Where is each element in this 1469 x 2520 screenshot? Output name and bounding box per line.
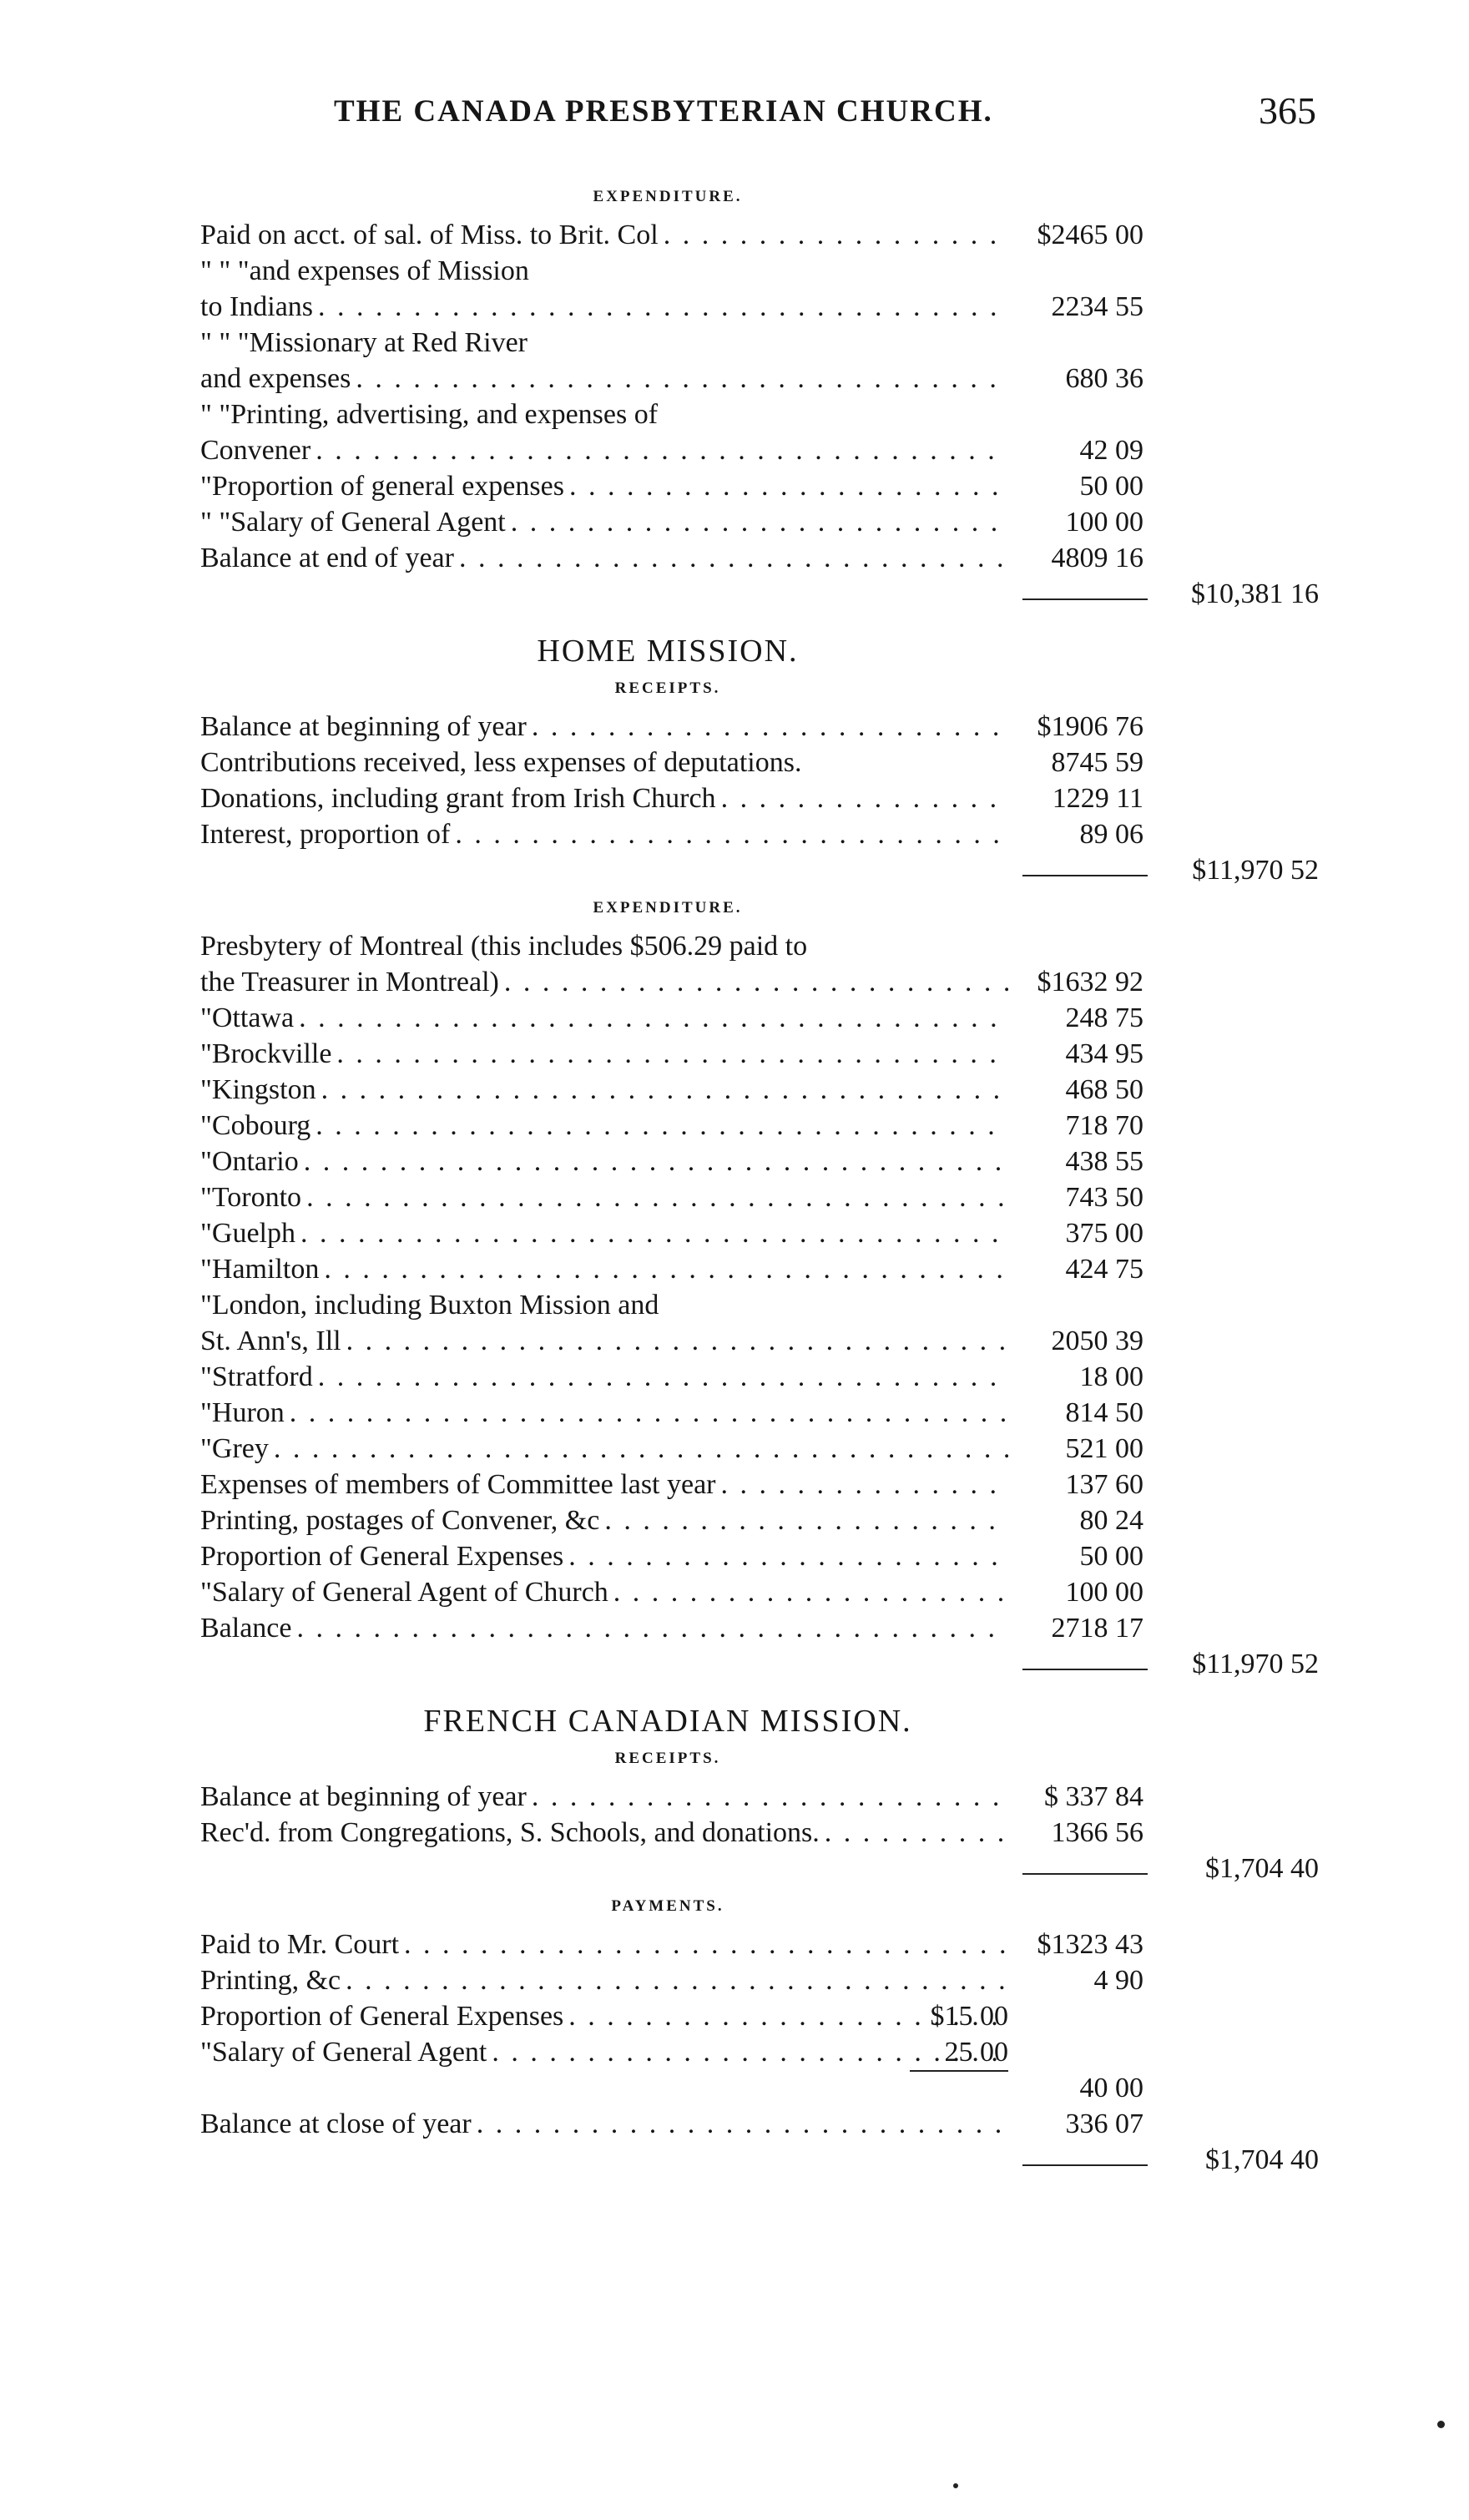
entry-text: Printing, advertising, and expenses of: [230, 399, 659, 430]
ledger-row: [200, 1781, 1319, 1817]
entry-label: [200, 1397, 1008, 1429]
entry-text: Huron: [211, 1397, 285, 1428]
ledger-row: [200, 2108, 1319, 2144]
amount: 468 50: [1065, 1074, 1143, 1105]
leader-dots: [820, 1817, 1008, 1849]
ink-speck: [953, 2483, 958, 2488]
ditto-mark: " " ": [200, 255, 250, 286]
ditto-mark: ": [200, 1433, 212, 1464]
amount: 434 95: [1065, 1038, 1143, 1069]
entry-text: the Treasurer in Montreal): [200, 967, 499, 997]
ledger-rows: [200, 220, 1319, 614]
entry-label: [200, 819, 1008, 851]
section-french-canadian-mission: [200, 1703, 1319, 1889]
entry-label: [200, 1254, 1008, 1285]
ditto-mark: ": [200, 2037, 212, 2068]
leader-dots: [608, 1577, 1008, 1608]
entry-label: [200, 1002, 1008, 1034]
amount: 1366 56: [1051, 1817, 1143, 1848]
entry-text: Grey: [211, 1433, 269, 1464]
ditto-mark: ": [200, 1182, 212, 1213]
ledger-rows: [200, 711, 1319, 891]
entry-label: [200, 747, 1008, 779]
entry-text: and expenses: [200, 363, 351, 394]
ledger-row: [200, 931, 1319, 967]
entry-text: Salary of General Agent: [230, 507, 506, 538]
ditto-mark: ": [200, 1254, 212, 1285]
ledger-row: [200, 1541, 1319, 1577]
ledger-row: [200, 220, 1319, 255]
leader-dots: [716, 1469, 1009, 1501]
entry-label: [200, 967, 1008, 998]
ledger-row: [200, 399, 1319, 435]
entry-text: Presbytery of Montreal (this includes $506.29 paid to: [200, 931, 808, 962]
entry-label: [200, 711, 1008, 743]
subheading-expenditure: EXPENDITURE.: [593, 899, 743, 917]
amount: 2718 17: [1051, 1613, 1143, 1644]
subheading-receipts: RECEIPTS.: [614, 1750, 721, 1767]
entry-text: Hamilton: [211, 1254, 320, 1285]
entry-label: [200, 1110, 1008, 1142]
leader-dots: [301, 1182, 1008, 1214]
entry-text: Rec'd. from Congregations, S. Schools, and donations.: [200, 1817, 820, 1848]
entry-label: [200, 543, 1008, 574]
ledger-row: [200, 255, 1319, 291]
leader-dots: [450, 819, 1008, 851]
amount: 18 00: [1079, 1361, 1143, 1392]
amount: 438 55: [1065, 1146, 1143, 1177]
ditto-mark: ": [200, 1110, 212, 1141]
entry-text: Balance: [200, 1613, 292, 1644]
entry-label: [200, 1469, 1008, 1501]
accounts-column: [200, 179, 1319, 2180]
entry-label: [200, 1965, 1008, 1997]
entry-text: Paid on acct. of sal. of Miss. to Brit. Col: [200, 220, 659, 250]
ledger-row: [200, 291, 1319, 327]
ledger-row: [200, 2144, 1319, 2180]
ledger-row: [200, 363, 1319, 399]
ledger-row: [200, 819, 1319, 855]
ledger-row: [200, 1218, 1319, 1254]
leader-dots: [506, 507, 1008, 538]
total-rule: [1022, 598, 1148, 600]
entry-label: [200, 1577, 1008, 1608]
ditto-mark: ": [200, 1002, 212, 1033]
leader-dots: [454, 543, 1008, 574]
entry-label: [200, 1038, 1008, 1070]
total-rule: [1022, 2164, 1148, 2166]
amount: $1323 43: [1037, 1929, 1143, 1960]
ditto-mark: ": [200, 1397, 212, 1428]
total-rule: [1022, 875, 1148, 876]
entry-text: Donations, including grant from Irish Church: [200, 783, 716, 814]
entry-text: Kingston: [211, 1074, 316, 1105]
entry-label: [200, 1290, 1008, 1321]
ledger-row: [200, 435, 1319, 471]
ledger-row: [200, 1929, 1319, 1965]
entry-text: Missionary at Red River: [249, 327, 528, 358]
ledger-row: [200, 1505, 1319, 1541]
total-amount: $1,704 40: [1205, 1853, 1319, 1884]
leader-dots: [341, 1326, 1008, 1357]
leader-dots: [563, 1541, 1008, 1573]
amount: 4 90: [1093, 1965, 1143, 1996]
leader-dots: [292, 1613, 1009, 1644]
leader-dots: [499, 967, 1008, 998]
amount: $ 337 84: [1044, 1781, 1143, 1812]
ledger-row: [200, 2037, 1319, 2073]
subtotal-rule: [910, 2070, 1008, 2072]
entry-text: Balance at end of year: [200, 543, 454, 573]
entry-text: Printing, postages of Convener, &c: [200, 1505, 600, 1536]
amount: 89 06: [1079, 819, 1143, 850]
entry-label: [200, 471, 1008, 502]
amount: 743 50: [1065, 1182, 1143, 1213]
entry-text: Balance at close of year: [200, 2108, 472, 2139]
amount: 2050 39: [1051, 1326, 1143, 1356]
entry-text: and expenses of Mission: [249, 255, 529, 286]
ledger-row: [200, 1649, 1319, 1684]
leader-dots: [527, 1781, 1008, 1813]
leader-dots: [316, 1074, 1008, 1106]
entry-text: Guelph: [211, 1218, 295, 1249]
entry-text: Stratford: [211, 1361, 313, 1392]
entry-text: Proportion of General Expenses: [200, 2001, 564, 2032]
ledger-row: [200, 2073, 1319, 2108]
section-home-mission: [200, 633, 1319, 891]
entry-label: [200, 1182, 1008, 1214]
amount: 40 00: [1079, 2073, 1143, 2103]
leader-dots: [310, 435, 1008, 467]
ditto-mark: ": [200, 1074, 212, 1105]
running-head: [0, 89, 1469, 144]
ledger-row: [200, 1326, 1319, 1361]
amount: 80 24: [1079, 1505, 1143, 1536]
leader-dots: [269, 1433, 1008, 1465]
entry-label: [200, 1146, 1008, 1178]
entry-text: Interest, proportion of: [200, 819, 451, 850]
leader-dots: [313, 1361, 1008, 1393]
section-foreign-expenditure: [200, 188, 1319, 614]
ledger-row: [200, 783, 1319, 819]
ditto-mark: " " ": [200, 327, 250, 358]
entry-text: Proportion of General Expenses: [200, 1541, 564, 1572]
entry-label: [200, 1074, 1008, 1106]
running-title: THE CANADA PRESBYTERIAN CHURCH.: [334, 94, 993, 129]
entry-text: St. Ann's, Ill: [200, 1326, 341, 1356]
ledger-row: [200, 1254, 1319, 1290]
entry-text: Expenses of members of Committee last year: [200, 1469, 716, 1500]
amount: $1906 76: [1037, 711, 1143, 742]
entry-text: Ottawa: [211, 1002, 295, 1033]
ditto-mark: ": [200, 1146, 212, 1177]
amount: 680 36: [1065, 363, 1143, 394]
amount: 424 75: [1065, 1254, 1143, 1285]
leader-dots: [716, 783, 1008, 815]
amount: $1632 92: [1037, 967, 1143, 997]
ditto-mark: " ": [200, 507, 231, 538]
entry-label: [200, 1781, 1008, 1813]
entry-text: Contributions received, less expenses of deputations.: [200, 747, 802, 778]
ledger-row: [200, 1817, 1319, 1853]
entry-label: [200, 2037, 1008, 2068]
amount: 1229 11: [1052, 783, 1143, 814]
section-payments: [200, 1897, 1319, 2180]
entry-text: Balance at beginning of year: [200, 1781, 527, 1812]
section-home-expenditure: [200, 899, 1319, 1684]
amount: 814 50: [1065, 1397, 1143, 1428]
ledger-row: [200, 855, 1319, 891]
leader-dots: [399, 1929, 1008, 1961]
ledger-row: [200, 578, 1319, 614]
leader-dots: [294, 1002, 1008, 1034]
entry-text: Ontario: [211, 1146, 299, 1177]
entry-label: [200, 1433, 1008, 1465]
ledger-rows: [200, 1781, 1319, 1889]
leader-dots: [527, 711, 1008, 743]
leader-dots: [341, 1965, 1008, 1997]
amount: 375 00: [1065, 1218, 1143, 1249]
ledger-row: [200, 1361, 1319, 1397]
ledger-row: [200, 327, 1319, 363]
entry-label: [200, 1361, 1008, 1393]
amount: 718 70: [1065, 1110, 1143, 1141]
ditto-mark: " ": [200, 399, 231, 430]
amount: 336 07: [1065, 2108, 1143, 2139]
total-amount: $11,970 52: [1192, 1649, 1319, 1679]
subheading-expenditure: EXPENDITURE.: [593, 188, 743, 205]
entry-text: Salary of General Agent of Church: [211, 1577, 608, 1608]
ledger-row: [200, 1146, 1319, 1182]
ledger-row: [200, 711, 1319, 747]
ink-speck: [1437, 2421, 1445, 2428]
leader-dots: [351, 363, 1008, 395]
leader-dots: [310, 1110, 1008, 1142]
entry-label: [200, 2108, 1008, 2140]
ledger-row: [200, 1577, 1319, 1613]
amount: 50 00: [1079, 471, 1143, 502]
section-heading-home-mission: HOME MISSION.: [537, 634, 799, 669]
entry-text: Paid to Mr. Court: [200, 1929, 400, 1960]
entry-label: [200, 1929, 1008, 1961]
ledger-rows: [200, 1929, 1319, 2180]
ditto-mark: ": [200, 1218, 212, 1249]
entry-label: [200, 1541, 1008, 1573]
entry-label: [200, 435, 1008, 467]
amount: 42 09: [1079, 435, 1143, 466]
amount: $2465 00: [1037, 220, 1143, 250]
ledger-row: [200, 1853, 1319, 1889]
entry-label: [200, 1817, 1008, 1849]
amount: 137 60: [1065, 1469, 1143, 1500]
entry-label: [200, 2001, 1008, 2033]
ledger-row: [200, 507, 1319, 543]
entry-label: [200, 1505, 1008, 1537]
ditto-mark: ": [200, 1577, 212, 1608]
entry-label: [200, 291, 1008, 323]
total-amount: $11,970 52: [1192, 855, 1319, 886]
leader-dots: [564, 471, 1008, 502]
amount: 50 00: [1079, 1541, 1143, 1572]
entry-text: London, including Buxton Mission and: [211, 1290, 659, 1321]
leader-dots: [295, 1218, 1008, 1250]
amount: 100 00: [1065, 507, 1143, 538]
entry-text: Proportion of general expenses: [211, 471, 564, 502]
amount: 2234 55: [1051, 291, 1143, 322]
entry-text: Balance at beginning of year: [200, 711, 527, 742]
entry-text: Salary of General Agent: [211, 2037, 487, 2068]
ledger-row: [200, 1074, 1319, 1110]
total-rule: [1022, 1669, 1148, 1670]
ledger-row: [200, 967, 1319, 1002]
amount: 248 75: [1065, 1002, 1143, 1033]
ledger-row: [200, 747, 1319, 783]
amount: 521 00: [1065, 1433, 1143, 1464]
ditto-mark: ": [200, 1290, 212, 1321]
leader-dots: [285, 1397, 1008, 1429]
total-amount: $1,704 40: [1205, 2144, 1319, 2175]
entry-text: Toronto: [211, 1182, 302, 1213]
ditto-mark: ": [200, 1038, 212, 1069]
leader-dots: [659, 220, 1008, 251]
ditto-mark: ": [200, 1361, 212, 1392]
ledger-row: [200, 2001, 1319, 2037]
amount: 100 00: [1065, 1577, 1143, 1608]
entry-label: [200, 783, 1008, 815]
entry-text: Cobourg: [211, 1110, 311, 1141]
page-number: 365: [1259, 89, 1316, 132]
amount: 4809 16: [1051, 543, 1143, 573]
entry-label: [200, 255, 1008, 287]
ledger-row: [200, 1965, 1319, 2001]
entry-text: Convener: [200, 435, 311, 466]
ledger-row: [200, 1397, 1319, 1433]
leader-dots: [331, 1038, 1008, 1070]
total-amount: $10,381 16: [1191, 578, 1319, 609]
ledger-row: [200, 1469, 1319, 1505]
leader-dots: [472, 2108, 1008, 2140]
leader-dots: [299, 1146, 1008, 1178]
total-rule: [1022, 1873, 1148, 1875]
section-heading-french-canadian: FRENCH CANADIAN MISSION.: [423, 1704, 912, 1739]
entry-label: [200, 1326, 1008, 1357]
ledger-rows: [200, 931, 1319, 1684]
ditto-mark: ": [200, 471, 212, 502]
subheading-payments: PAYMENTS.: [611, 1897, 724, 1915]
entry-label: [200, 327, 1008, 359]
sub-amount: $15 00: [930, 2001, 1008, 2032]
ledger-row: [200, 1433, 1319, 1469]
ledger-row: [200, 1038, 1319, 1074]
ledger-row: [200, 1613, 1319, 1649]
entry-label: [200, 1613, 1008, 1644]
entry-text: Brockville: [211, 1038, 332, 1069]
entry-label: [200, 507, 1008, 538]
entry-label: [200, 1218, 1008, 1250]
amount: 8745 59: [1051, 747, 1143, 778]
ledger-row: [200, 1182, 1319, 1218]
ledger-row: [200, 471, 1319, 507]
entry-label: [200, 220, 1008, 251]
subheading-receipts: RECEIPTS.: [614, 679, 721, 697]
entry-text: Printing, &c: [200, 1965, 341, 1996]
ledger-row: [200, 1110, 1319, 1146]
entry-label: [200, 931, 1008, 962]
leader-dots: [599, 1505, 1008, 1537]
leader-dots: [319, 1254, 1008, 1285]
leader-dots: [313, 291, 1008, 323]
ledger-row: [200, 1290, 1319, 1326]
ledger-row: [200, 1002, 1319, 1038]
ledger-row: [200, 543, 1319, 578]
entry-label: [200, 399, 1008, 431]
entry-label: [200, 363, 1008, 395]
entry-text: to Indians: [200, 291, 314, 322]
sub-amount: 25 00: [944, 2037, 1008, 2068]
